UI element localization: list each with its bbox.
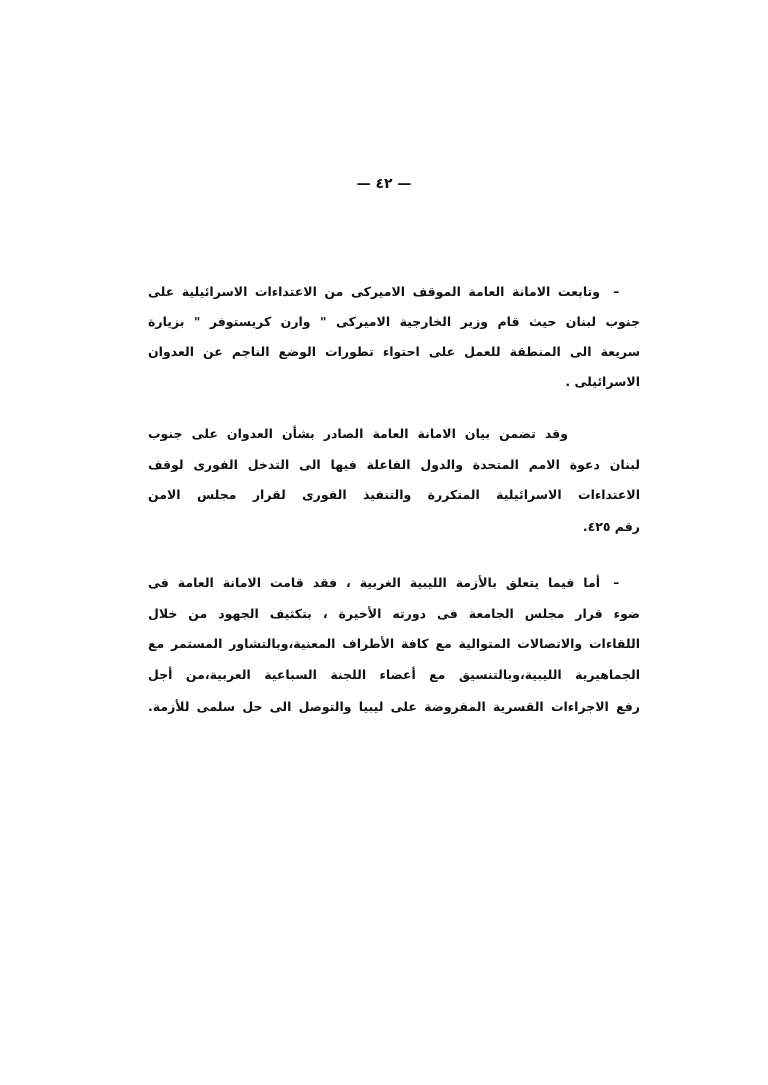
paragraph-3-line-3: اللقاءات والاتصالات المتوالية مع كافة الأطراف المعنية،وبالتشاور المستمر مع: [148, 636, 640, 651]
paragraph-1-line-1: وتابعت الامانة العامة الموقف الاميركى من الاعتداءات الاسرائيلية على: [148, 284, 600, 299]
paragraph-2-line-1: وقد تضمن بيان الامانة العامة الصادر بشأن العدوان على جنوب: [148, 426, 568, 441]
paragraph-1-line-2: جنوب لبنان حيث قام وزير الخارجية الاميركى " وارن كريستوفر " بزيارة: [148, 314, 640, 329]
paragraph-3-line-5: رفع الاجراءات القسرية المفروضة على ليبيا والتوصل الى حل سلمى للأزمة.: [148, 699, 640, 714]
page-number: — ٤٢ —: [356, 176, 412, 192]
paragraph-2-line-4: رقم ٤٢٥.: [582, 519, 640, 534]
paragraph-1-line-3: سريعة الى المنطقة للعمل على احتواء تطورات الوضع الناجم عن العدوان: [148, 344, 640, 359]
paragraph-2-line-2: لبنان دعوة الامم المتحدة والدول الفاعلة فيها الى التدخل الفورى لوقف: [148, 457, 640, 472]
paragraph-2-line-3: الاعتداءات الاسرائيلية المتكررة والتنفيذ الفورى لقرار مجلس الامن: [148, 487, 640, 502]
paragraph-1-line-4: الاسرائيلى .: [565, 374, 640, 389]
paragraph-3-line-1: أما فيما يتعلق بالأزمة الليبية الغربية ، فقد قامت الامانة العامة فى: [148, 575, 600, 590]
bullet-dash: ـ: [614, 282, 619, 297]
bullet-dash: ـ: [614, 573, 619, 588]
paragraph-3-line-4: الجماهيرية الليبية،وبالتنسيق مع أعضاء اللجنة السباعية العربية،من أجل: [148, 667, 640, 682]
paragraph-3-line-2: ضوء قرار مجلس الجامعة فى دورته الأخيرة ، بتكثيف الجهود من خلال: [148, 606, 640, 621]
